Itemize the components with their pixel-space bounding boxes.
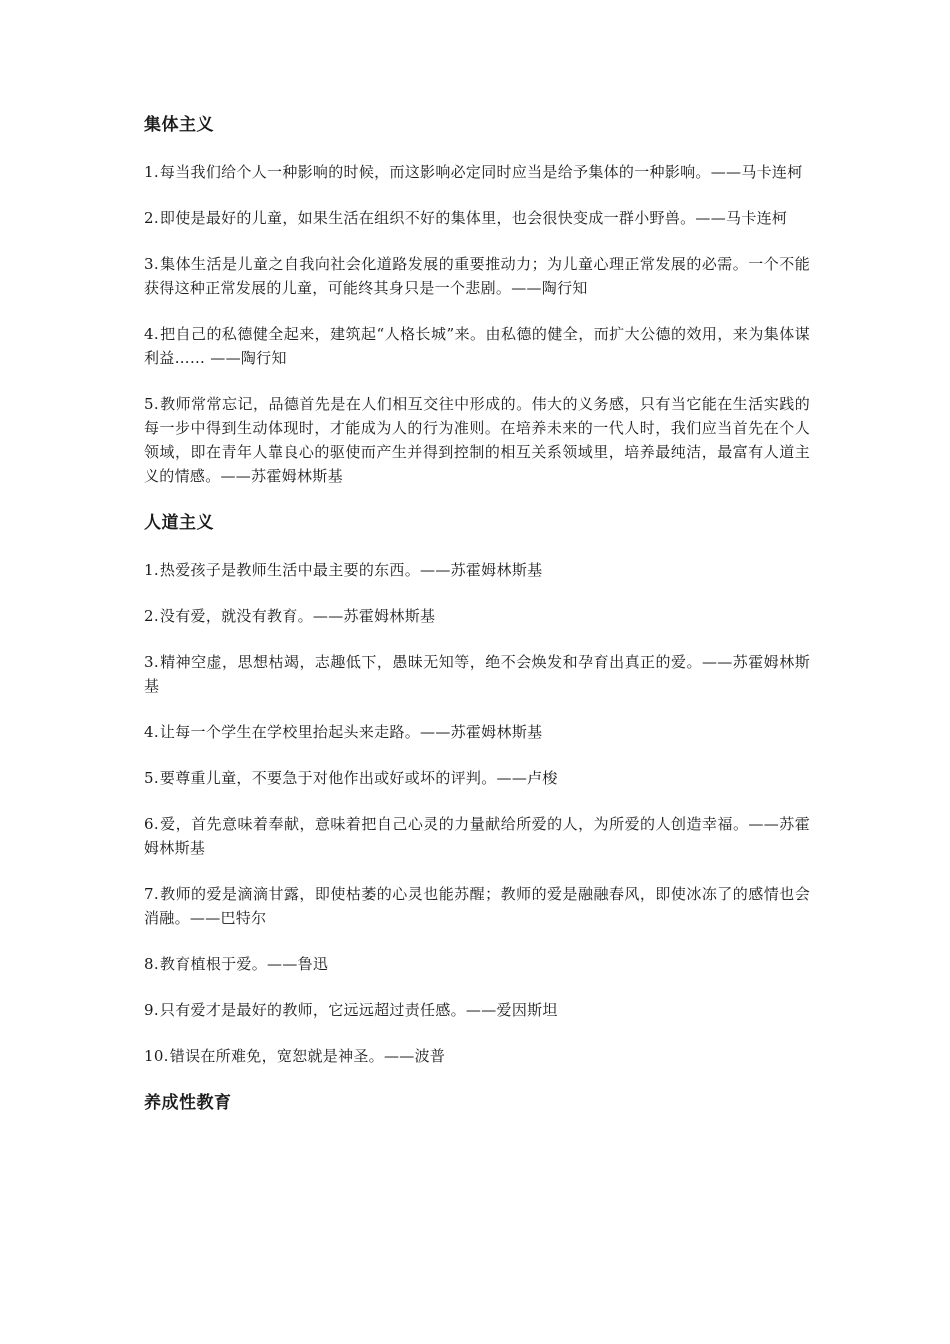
item-text: 热爱孩子是教师生活中最主要的东西。——苏霍姆林斯基 xyxy=(159,561,543,579)
item-text: 爱，首先意味着奉献，意味着把自己心灵的力量献给所爱的人，为所爱的人创造幸福。——苏霍姆林斯基 xyxy=(144,815,810,857)
quote-item xyxy=(144,604,810,628)
item-text: 把自己的私德健全起来，建筑起“人格长城”来。由私德的健全，而扩大公德的效用，来为集体谋利益…… ——陶行知 xyxy=(144,325,810,367)
section-collectivism xyxy=(144,112,810,488)
item-text: 只有爱才是最好的教师，它远远超过责任感。——爱因斯坦 xyxy=(159,1001,558,1019)
quote-item xyxy=(144,766,810,790)
item-number: 9. xyxy=(144,1001,159,1019)
quote-item xyxy=(144,650,810,698)
quote-item xyxy=(144,812,810,860)
item-number: 6. xyxy=(144,815,159,833)
section-habit-education xyxy=(144,1090,810,1116)
item-text: 教育植根于爱。——鲁迅 xyxy=(159,955,329,973)
section-title: 人道主义 xyxy=(144,513,214,533)
item-number: 8. xyxy=(144,955,159,973)
document-page xyxy=(144,112,810,1138)
quote-item xyxy=(144,882,810,930)
quote-item xyxy=(144,558,810,582)
quote-item xyxy=(144,252,810,300)
item-text: 精神空虚，思想枯竭，志趣低下，愚昧无知等，绝不会焕发和孕育出真正的爱。——苏霍姆林斯基 xyxy=(144,653,810,695)
item-text: 集体生活是儿童之自我向社会化道路发展的重要推动力；为儿童心理正常发展的必需。一个不能获得这种正常发展的儿童，可能终其身只是一个悲剧。——陶行知 xyxy=(144,255,810,297)
item-text: 即使是最好的儿童，如果生活在组织不好的集体里，也会很快变成一群小野兽。——马卡连柯 xyxy=(159,209,788,227)
item-text: 让每一个学生在学校里抬起头来走路。——苏霍姆林斯基 xyxy=(159,723,543,741)
item-number: 2. xyxy=(144,209,159,227)
item-number: 1. xyxy=(144,561,159,579)
quote-item xyxy=(144,1044,810,1068)
item-number: 1. xyxy=(144,163,159,181)
section-title: 集体主义 xyxy=(144,115,214,135)
quote-item xyxy=(144,322,810,370)
item-number: 3. xyxy=(144,653,159,671)
quote-item xyxy=(144,392,810,488)
item-text: 错误在所难免，宽恕就是神圣。——波普 xyxy=(169,1047,446,1065)
item-number: 4. xyxy=(144,723,159,741)
item-number: 3. xyxy=(144,255,159,273)
item-number: 2. xyxy=(144,607,159,625)
item-number: 4. xyxy=(144,325,159,343)
item-text: 要尊重儿童，不要急于对他作出或好或坏的评判。——卢梭 xyxy=(159,769,558,787)
item-text: 教师常常忘记，品德首先是在人们相互交往中形成的。伟大的义务感，只有当它能在生活实践的每一步中得到生动体现时，才能成为人的行为准则。在培养未来的一代人时，我们应当首先在个人领域，即在青年人靠良心的驱使而产生并得到控制的相互关系领域里，培养最纯洁，最富有人道主义的情感。——苏霍姆林斯基 xyxy=(144,395,810,485)
quote-item xyxy=(144,720,810,744)
item-text: 没有爱，就没有教育。——苏霍姆林斯基 xyxy=(159,607,436,625)
item-number: 7. xyxy=(144,885,159,903)
quote-item xyxy=(144,160,810,184)
item-text: 每当我们给个人一种影响的时候，而这影响必定同时应当是给予集体的一种影响。——马卡连柯 xyxy=(159,163,803,181)
item-number: 5. xyxy=(144,769,159,787)
item-number: 10. xyxy=(144,1047,169,1065)
section-title: 养成性教育 xyxy=(144,1093,232,1113)
quote-item xyxy=(144,998,810,1022)
quote-item xyxy=(144,206,810,230)
item-number: 5. xyxy=(144,395,159,413)
section-humanitarianism xyxy=(144,510,810,1068)
quote-item xyxy=(144,952,810,976)
item-text: 教师的爱是滴滴甘露，即使枯萎的心灵也能苏醒；教师的爱是融融春风，即使冰冻了的感情也会消融。——巴特尔 xyxy=(144,885,810,927)
